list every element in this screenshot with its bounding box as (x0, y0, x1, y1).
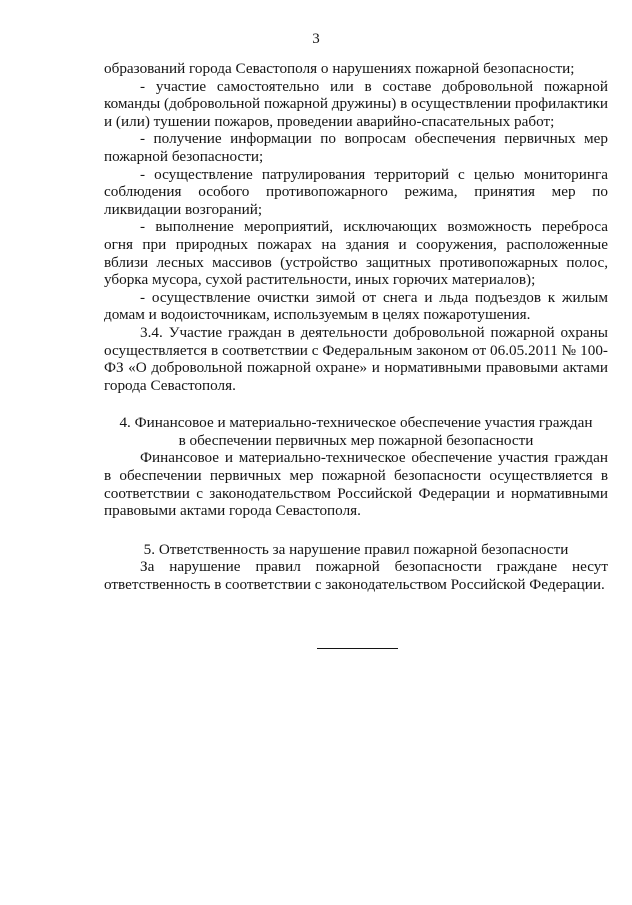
list-item: - получение информации по вопросам обеспечения первичных мер пожарной безопасности; (104, 130, 608, 165)
list-item: - осуществление патрулирования территорий с целью мониторинга соблюдения особого противопожарного режима, принятия мер по ликвидации возгораний; (104, 165, 608, 218)
list-item: - осуществление очистки зимой от снега и льда подъездов к жилым домам и водоисточникам, используемым в целях пожаротушения. (104, 288, 608, 324)
list-item: - участие самостоятельно или в составе добровольной пожарной команды (добровольной пожарной дружины) в осуществлении профилактики и (или) тушении пожаров, проведении аварийно-спасательных работ; (104, 77, 608, 130)
document-body (104, 60, 608, 594)
section-5-heading: 5. Ответственность за нарушение правил пожарной безопасности (143, 540, 569, 558)
section-4-heading-line2: в обеспечении первичных мер пожарной безопасности (178, 431, 534, 449)
section-3-4-paragraph: 3.4. Участие граждан в деятельности добровольной пожарной охраны осуществляется в соответствии с Федеральным законом от 06.05.2011 № 100-ФЗ «О добровольной пожарной охране» и нормативными правовыми актами города Севастополя. (104, 323, 608, 394)
continuation-paragraph: образований города Севастополя о нарушениях пожарной безопасности; (104, 60, 575, 77)
section-4-heading-line1: 4. Финансовое и материально-техническое обеспечение участия граждан (119, 414, 593, 432)
end-separator-line (317, 648, 398, 649)
page-number: 3 (312, 31, 320, 47)
section-5-paragraph: За нарушение правил пожарной безопасности граждане несут ответственность в соответствии с законодательством Российской Федерации. (104, 558, 608, 594)
section-4-heading (104, 414, 608, 449)
list-item: - выполнение мероприятий, исключающих возможность переброса огня при природных пожарах на здания и сооружения, расположенные вблизи лесных массивов (устройство защитных противопожарных полос, уборка мусора, сухой растительности, иных горючих материалов); (104, 218, 608, 289)
section-4-paragraph: Финансовое и материально-техническое обеспечение участия граждан в обеспечении первичных мер пожарной безопасности осуществляется в соответствии с законодательством Российской Федерации и нормативными правовыми актами города Севастополя. (104, 449, 608, 520)
